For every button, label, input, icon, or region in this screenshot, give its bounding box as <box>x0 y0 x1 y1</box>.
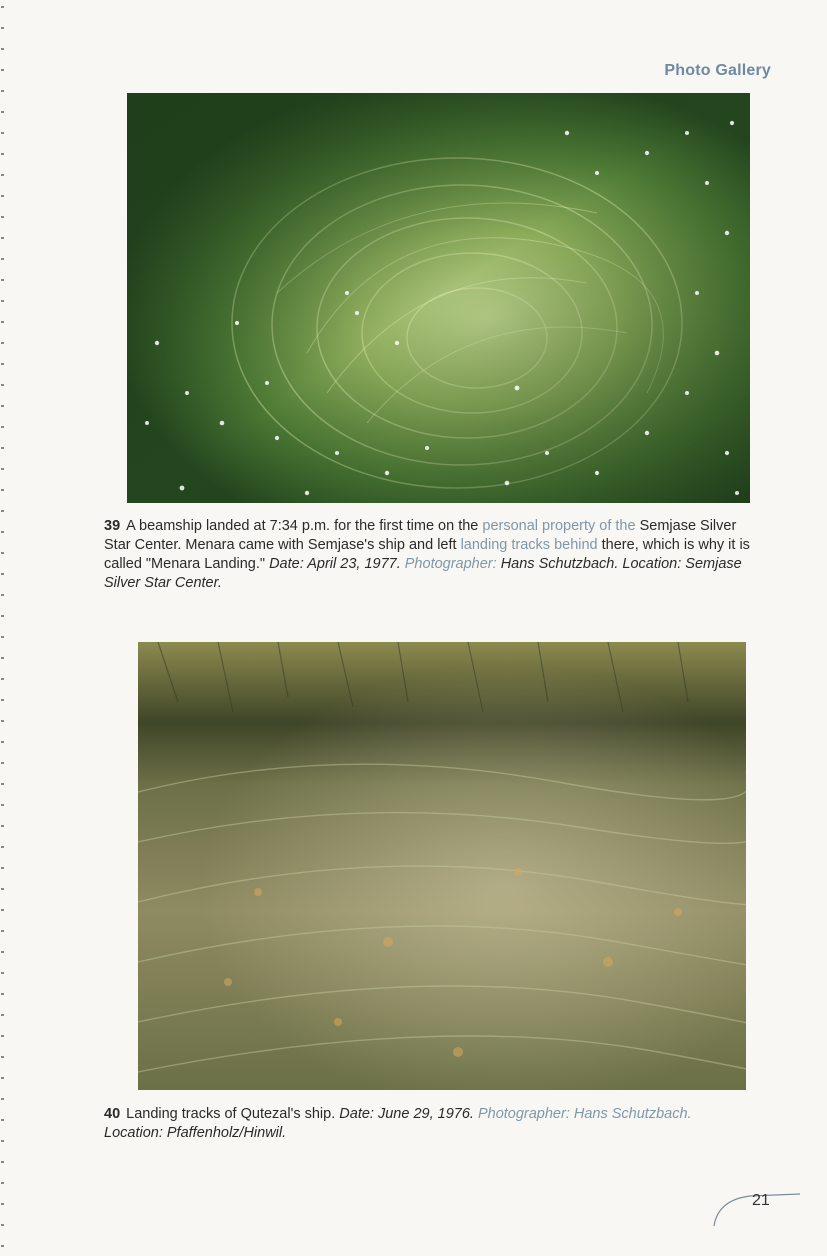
spiral-binding <box>0 0 8 1256</box>
page-number: 21 <box>752 1192 770 1209</box>
section-header: Photo Gallery <box>664 62 771 79</box>
photo-39-grass-swirl <box>127 93 750 503</box>
caption-photographer-label: Photographer: <box>404 556 497 572</box>
caption-date: Date: June 29, 1976. <box>339 1106 474 1122</box>
caption-location: Location: Pfaffenholz/Hinwil. <box>104 1125 287 1141</box>
caption-text: Semjase Silver Star Center. Menara came with Semjase's ship and left <box>104 518 737 553</box>
caption-number: 40 <box>104 1106 121 1122</box>
caption-location: Location: Semjase Silver Star Center. <box>104 556 742 591</box>
caption-photographer: Photographer: Hans Schutzbach. <box>477 1106 692 1122</box>
page-number-badge <box>712 1186 802 1230</box>
photo-40-image <box>138 642 746 1090</box>
caption-highlight: personal property of the <box>482 518 636 534</box>
caption-39 <box>104 517 764 593</box>
caption-40 <box>104 1105 784 1143</box>
caption-text: Landing tracks of Qutezal's ship. <box>126 1106 336 1122</box>
caption-highlight: landing tracks behind <box>460 537 598 553</box>
photo-39-image <box>127 93 750 503</box>
photo-40-landing-tracks <box>138 642 746 1090</box>
caption-number: 39 <box>104 518 121 534</box>
caption-photographer: Hans Schutzbach. <box>500 556 619 572</box>
caption-text: there, which is why it is called "Menara Landing." <box>104 537 750 572</box>
caption-date: Date: April 23, 1977. <box>269 556 401 572</box>
caption-text: A beamship landed at 7:34 p.m. for the first time on the <box>126 518 483 534</box>
